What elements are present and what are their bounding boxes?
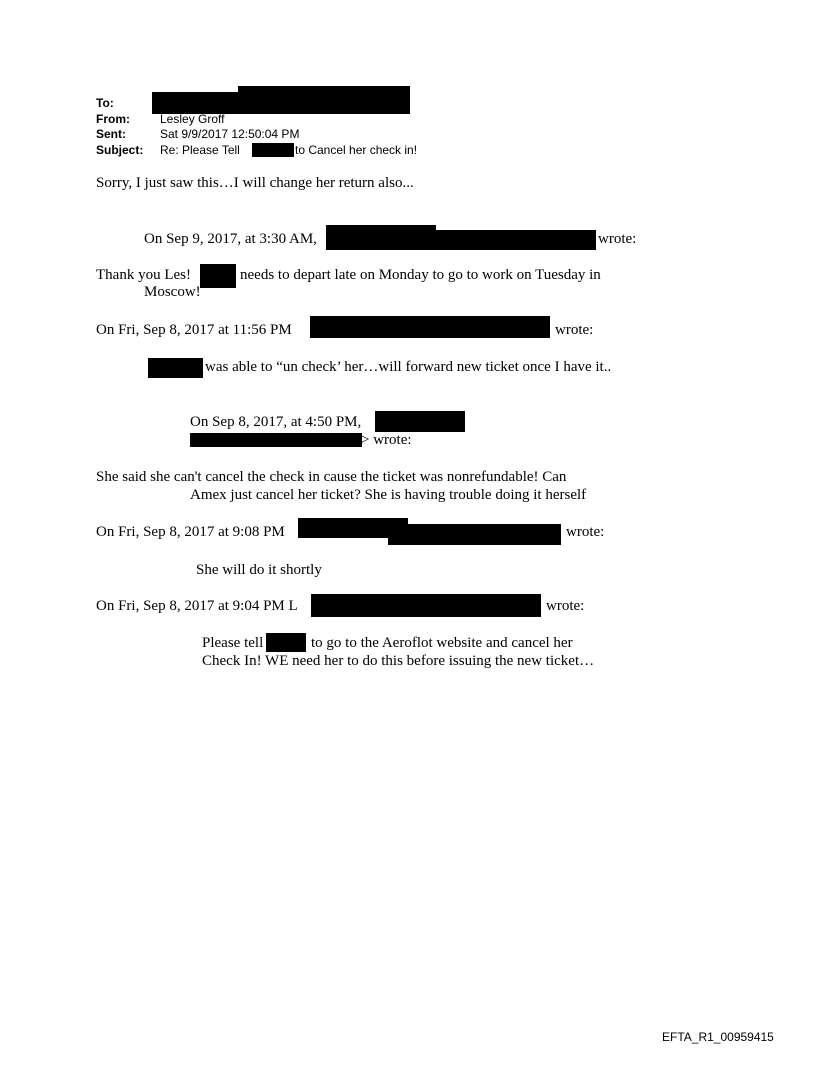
redaction-line-2 [200, 264, 236, 288]
redaction-line-3 [148, 358, 203, 378]
header-sent-row [96, 127, 426, 141]
body-line-4a: She said she can't cancel the check in cause the ticket was nonrefundable! Can [96, 469, 567, 485]
quote-1-prefix: On Sep 9, 2017, at 3:30 AM, [144, 231, 317, 247]
quote-2-suffix: wrote: [555, 322, 594, 338]
body-line-2b: needs to depart late on Monday to go to work on Tuesday in [240, 267, 601, 283]
redaction-quote-1b [436, 230, 596, 250]
body-line-4b: Amex just cancel her ticket? She is having trouble doing it herself [190, 487, 587, 503]
subject-value-part1: Re: Please Tell [160, 143, 240, 157]
body-line-2a: Thank you Les! [96, 267, 191, 283]
sent-value: Sat 9/9/2017 12:50:04 PM [160, 127, 300, 141]
quote-5-prefix: On Fri, Sep 8, 2017 at 9:04 PM L [96, 598, 298, 614]
quote-3-suffix: > wrote: [361, 432, 412, 448]
body-line-3: was able to “un check’ her…will forward new ticket once I have it.. [205, 359, 612, 375]
body-line-6b: to go to the Aeroflot website and cancel her [311, 635, 573, 651]
quote-2-prefix: On Fri, Sep 8, 2017 at 11:56 PM [96, 322, 292, 338]
redaction-subject [252, 143, 294, 157]
sent-label: Sent: [96, 127, 126, 141]
quote-4-suffix: wrote: [566, 524, 605, 540]
quote-3-prefix: On Sep 8, 2017, at 4:50 PM, [190, 414, 362, 430]
body-line-6c: Check In! WE need her to do this before issuing the new ticket… [202, 653, 595, 669]
redaction-quote-3a [375, 411, 465, 432]
redaction-quote-3b [190, 433, 362, 447]
quote-1-suffix: wrote: [598, 231, 637, 247]
subject-value-part2: to Cancel her check in! [295, 143, 418, 157]
from-value: Lesley Groff [160, 112, 225, 126]
body-line-2c: Moscow! [144, 284, 201, 300]
subject-label: Subject: [96, 143, 144, 157]
redaction-to-1 [152, 92, 238, 114]
redaction-line-6 [266, 633, 306, 652]
redaction-to-2 [238, 86, 410, 114]
from-label: From: [96, 112, 130, 126]
to-label: To: [96, 96, 114, 110]
redaction-quote-2 [310, 316, 550, 338]
header-from-row [96, 112, 426, 126]
redaction-quote-4b [388, 524, 561, 545]
document-id: EFTA_R1_00959415 [662, 1030, 774, 1044]
quote-5-suffix: wrote: [546, 598, 585, 614]
body-line-1: Sorry, I just saw this…I will change her return also... [96, 175, 414, 191]
redaction-quote-5 [311, 594, 541, 617]
body-line-5: She will do it shortly [196, 562, 322, 578]
body-line-6a: Please tell [202, 635, 264, 651]
redaction-quote-1a [326, 225, 436, 250]
quote-4-prefix: On Fri, Sep 8, 2017 at 9:08 PM [96, 524, 285, 540]
